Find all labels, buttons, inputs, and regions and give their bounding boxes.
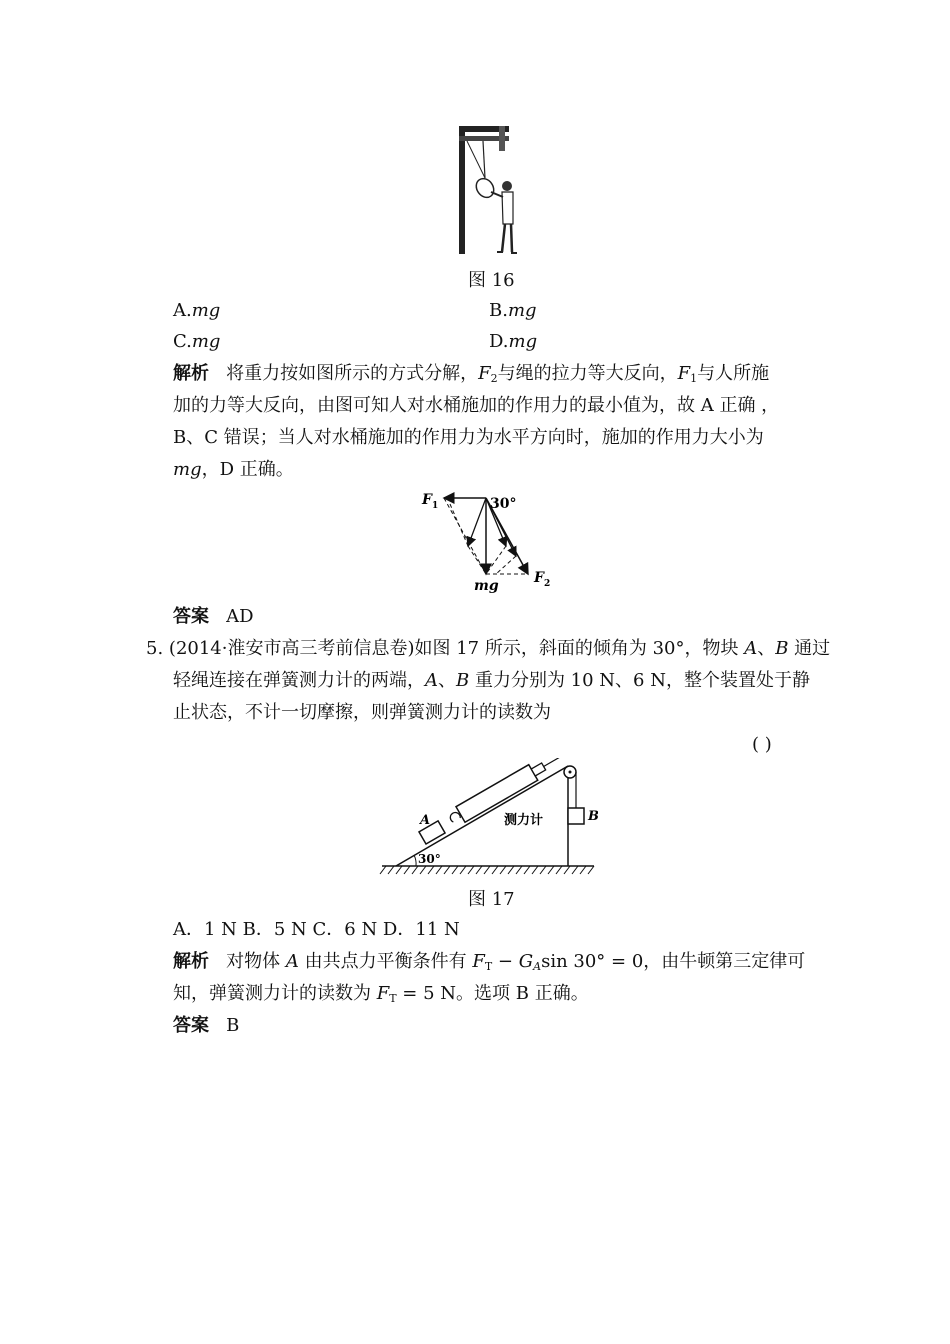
label-b: B <box>588 809 598 824</box>
q4-analysis-line-2: 加的力等大反向，由图可知人对水桶施加的作用力的最小值为，故 A 正确 ， <box>173 395 780 416</box>
f2-sub: 2 <box>544 579 551 589</box>
label-a: A <box>420 813 431 828</box>
option-a: A.mg <box>173 300 221 321</box>
q4-answer: 答案 AD <box>173 606 254 627</box>
angle-label: 30° <box>490 496 517 512</box>
q5-options: A．1 N B．5 N C．6 N D．11 N <box>173 919 460 940</box>
q5-line-1: 5. (2014·淮安市高三考前信息卷)如图 17 所示，斜面的倾角为 30°，物块 A、B 通过 <box>146 638 831 659</box>
force-diagram <box>420 486 560 596</box>
q5-line-3: 止状态，不计一切摩擦，则弹簧测力计的读数为 <box>173 702 551 723</box>
q5-source: (2014·淮安市高三考前信息卷) <box>168 638 415 659</box>
figure-16 <box>455 122 525 257</box>
option-c: C.mg <box>173 331 221 352</box>
option-d: D.mg <box>489 331 538 352</box>
angle-label-30: 30° <box>418 852 441 866</box>
q5-line-2: 轻绳连接在弹簧测力计的两端，A、B 重力分别为 10 N、6 N，整个装置处于静 <box>173 670 810 691</box>
mg-label: mg <box>474 578 499 594</box>
q5-analysis-line-1: 解析 对物体 A 由共点力平衡条件有 $F_T - G_A\sin$ 30° = 0，由牛顿第三定律可 <box>173 951 806 973</box>
meter-label: 测力计 <box>504 813 544 828</box>
analysis-label: 解析 <box>173 363 209 384</box>
f2-label: F <box>534 570 544 586</box>
option-b: B.mg <box>489 300 537 321</box>
figure-16-caption: 图 16 <box>468 270 515 291</box>
figure-17 <box>378 758 598 876</box>
person-bucket-illustration <box>455 122 525 257</box>
q5-analysis-line-2: 知，弹簧测力计的读数为 $F_T = 5$ N。选项 B 正确。 <box>173 983 589 1005</box>
answer-bracket: ( ) <box>752 734 772 755</box>
block-b <box>568 808 584 824</box>
q5-number: 5. <box>146 638 164 659</box>
f1-sub: 1 <box>432 501 439 511</box>
q4-analysis-line-1: 解析 将重力按如图所示的方式分解，$F_2$与绳的拉力等大反向，$F_1$与人所施 <box>173 363 770 385</box>
f1-label: F <box>422 492 432 508</box>
figure-17-caption: 图 17 <box>468 889 515 910</box>
q5-answer: 答案 B <box>173 1015 240 1036</box>
q4-analysis-line-4: mg，D 正确。 <box>173 459 294 480</box>
q4-analysis-line-3: B、C 错误；当人对水桶施加的作用力为水平方向时，施加的作用力大小为 <box>173 427 764 448</box>
